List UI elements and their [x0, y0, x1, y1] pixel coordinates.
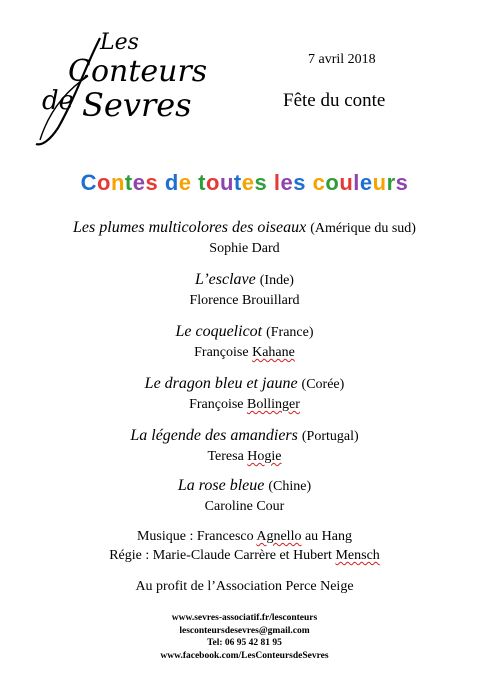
title-letter: c: [312, 170, 326, 195]
event-name: Fête du conte: [283, 90, 386, 111]
story-item: [0, 426, 489, 466]
story-item: [0, 374, 489, 414]
title-letter: e: [359, 170, 373, 195]
logo-line-les: Les: [100, 30, 139, 55]
phone-number: Tel: 06 95 42 81 95: [207, 638, 282, 648]
story-title: La légende des amandiers: [130, 427, 298, 444]
title-letter: e: [280, 170, 294, 195]
title-letter: [267, 170, 274, 195]
title-letter: s: [395, 170, 409, 195]
title-letter: u: [219, 170, 234, 195]
beneficiary-note: Au profit de l’Association Perce Neige: [135, 579, 354, 594]
direction-credit: Régie : Marie-Claude Carrère et Hubert Mensch: [109, 548, 380, 563]
title-letter: [158, 170, 165, 195]
title-letter: e: [132, 170, 146, 195]
title-letter: s: [254, 170, 268, 195]
story-origin: (Corée): [301, 377, 345, 392]
story-narrator: Sophie Dard: [209, 241, 280, 256]
story-title: Le coquelicot: [175, 323, 263, 340]
title-letter: e: [178, 170, 192, 195]
story-origin: (Chine): [268, 479, 312, 494]
logo-line-sevres: Sevres: [82, 86, 192, 124]
logo: [30, 28, 208, 156]
story-origin: (Amérique du sud): [310, 221, 416, 236]
title-letter: s: [293, 170, 306, 195]
story-title: Les plumes multicolores des oiseaux: [73, 219, 307, 236]
logo-line-conteurs: Conteurs: [68, 54, 208, 89]
title-letter: t: [198, 170, 206, 195]
title-letter: r: [386, 170, 396, 195]
page-title: [0, 170, 489, 196]
title-letter: t: [233, 170, 242, 195]
music-credit: Musique : Francesco Agnello au Hang: [136, 529, 353, 544]
story-narrator: Caroline Cour: [204, 499, 285, 514]
credits: [0, 527, 489, 565]
title-letter: s: [145, 170, 159, 195]
story-narrator: Françoise Kahane: [194, 345, 295, 360]
facebook-link[interactable]: www.facebook.com/LesConteursdeSevres: [160, 650, 329, 661]
title-letter: l: [273, 170, 281, 195]
story-origin: (France): [266, 325, 314, 340]
story-narrator: Florence Brouillard: [189, 293, 300, 308]
contact-block: [0, 612, 489, 662]
story-item: [0, 476, 489, 516]
logo-line-de: de: [42, 86, 75, 116]
story-title: L’esclave: [195, 271, 256, 288]
title-letter: l: [353, 170, 360, 195]
email-link[interactable]: lesconteursdesevres@gmail.com: [179, 625, 310, 636]
title-letter: t: [124, 170, 133, 195]
story-narrator: Françoise Bollinger: [189, 397, 300, 412]
title-letter: o: [206, 170, 220, 195]
story-origin: (Inde): [259, 273, 294, 288]
story-title: La rose bleue: [177, 477, 265, 494]
event-date: 7 avril 2018: [308, 52, 376, 67]
title-letter: o: [325, 170, 340, 195]
title-letter: u: [372, 170, 387, 195]
title-letter: o: [96, 170, 111, 195]
story-item: [0, 322, 489, 362]
title-letter: [306, 170, 313, 195]
story-origin: (Portugal): [301, 429, 359, 444]
website-link[interactable]: www.sevres-associatif.fr/lesconteurs: [171, 613, 318, 623]
story-narrator: Teresa Hogie: [207, 449, 282, 464]
story-item: [0, 270, 489, 310]
title-letter: d: [164, 170, 179, 195]
title-letter: C: [80, 170, 97, 195]
story-item: [0, 218, 489, 258]
title-letter: e: [241, 170, 255, 195]
title-letter: n: [110, 170, 125, 195]
story-title: Le dragon bleu et jaune: [144, 375, 298, 392]
title-letter: u: [339, 170, 354, 195]
